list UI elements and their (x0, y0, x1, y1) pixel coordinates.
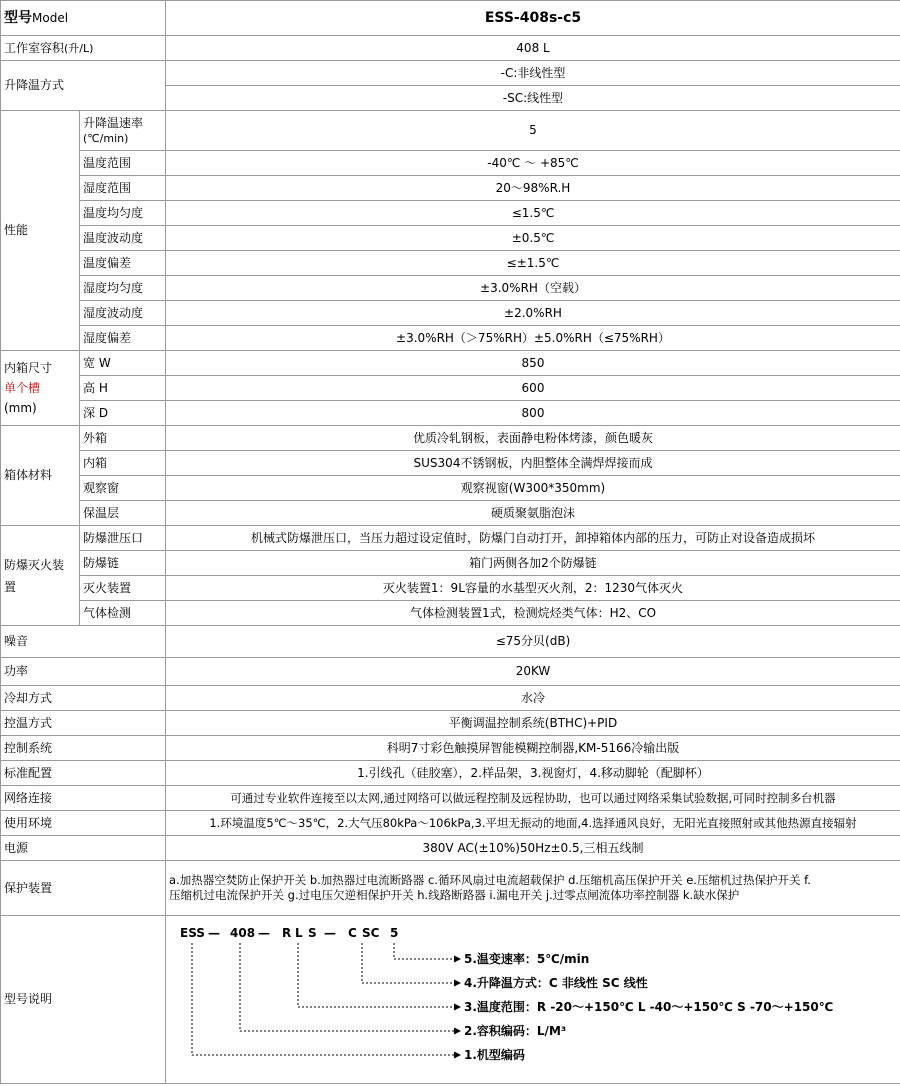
spec-label: 电源 (1, 836, 166, 861)
code-separator: — (324, 926, 336, 940)
inner-item-value: 800 (166, 401, 900, 426)
spec-label: 控温方式 (1, 711, 166, 736)
legend-item-volume-code: 2.容积编码：L/M³ (464, 1024, 567, 1038)
performance-item-label: 温度均匀度 (80, 201, 166, 226)
code-part-r: R (282, 926, 292, 940)
leader-lines (192, 943, 460, 1055)
legend-item-temp-range: 3.温度范围：R -20～+150℃ L -40～+150℃ S -70～+150℃ (464, 1000, 834, 1014)
material-item-label: 观察窗 (80, 476, 166, 501)
spec-value: 20KW (166, 658, 900, 686)
rate-mode-value: -SC:线性型 (166, 86, 900, 111)
model-value: ESS-408s-c5 (166, 1, 900, 36)
spec-value: ≤75分贝(dB) (166, 626, 900, 658)
performance-label: 性能 (1, 111, 80, 351)
code-part-l: L (295, 926, 303, 940)
model-label-en: Model (32, 10, 69, 25)
spec-label: 控制系统 (1, 736, 166, 761)
performance-item-label: 湿度偏差 (80, 326, 166, 351)
performance-item-label: 温度范围 (80, 151, 166, 176)
material-label: 箱体材料 (1, 426, 80, 526)
material-item-value: 硬质聚氨脂泡沫 (166, 501, 900, 526)
performance-item-label: 温度偏差 (80, 251, 166, 276)
rate-mode-label: 升降温方式 (1, 61, 166, 111)
code-part-volume: 408 (230, 926, 256, 940)
performance-item-label: 湿度波动度 (80, 301, 166, 326)
legend-item-rate: 5.温变速率：5℃/min (464, 952, 590, 966)
inner-item-label: 深 D (80, 401, 166, 426)
single-slot-label: 单个槽 (4, 381, 41, 395)
spec-label: 噪音 (1, 626, 166, 658)
performance-item-value: ±3.0%RH（空载） (166, 276, 900, 301)
inner-item-value: 600 (166, 376, 900, 401)
material-item-value: 优质冷轧钢板，表面静电粉体烤漆，颜色暖灰 (166, 426, 900, 451)
performance-item-value: 5 (166, 111, 900, 151)
inner-size-label: 内箱尺寸 单个槽 (mm) (1, 351, 80, 426)
performance-item-label: 湿度均匀度 (80, 276, 166, 301)
material-item-label: 内箱 (80, 451, 166, 476)
performance-item-label: 温度波动度 (80, 226, 166, 251)
model-code (180, 926, 398, 940)
model-code-diagram (166, 916, 900, 1084)
performance-item-value: 20～98%R.H (166, 176, 900, 201)
spec-label: 冷却方式 (1, 686, 166, 711)
performance-item-value: ±2.0%RH (166, 301, 900, 326)
legend-item-type-code: 1.机型编码 (464, 1048, 525, 1062)
explosion-item-value: 机械式防爆泄压口，当压力超过设定值时，防爆门自动打开，卸掉箱体内部的压力，可防止对设备造成损坏 (166, 526, 900, 551)
explosion-label: 防爆灭火装 置 (1, 526, 80, 626)
spec-value: 380V AC(±10%)50Hz±0.5,三相五线制 (166, 836, 900, 861)
explosion-item-label: 气体检测 (80, 601, 166, 626)
model-diagram-cell (166, 916, 900, 1084)
performance-item-value: -40℃ ～ +85℃ (166, 151, 900, 176)
spec-label: 使用环境 (1, 811, 166, 836)
explosion-item-value: 气体检测装置1式，检测烷烃类气体：H2、CO (166, 601, 900, 626)
spec-label: 功率 (1, 658, 166, 686)
code-part-c: C (348, 926, 357, 940)
code-part-ess: ESS (180, 926, 205, 940)
inner-item-label: 高 H (80, 376, 166, 401)
spec-value: 平衡调温控制系统(BTHC)+PID (166, 711, 900, 736)
model-label: 型号 (4, 9, 32, 26)
explosion-item-value: 灭火装置1：9L容量的水基型灭火剂，2：1230气体灭火 (166, 576, 900, 601)
model-desc-label: 型号说明 (1, 916, 166, 1084)
volume-label: 工作室容积(升/L) (1, 36, 166, 61)
code-part-rate: 5 (390, 926, 399, 940)
performance-item-label: 升降温速率 (℃/min) (80, 111, 166, 151)
code-part-s: S (308, 926, 317, 940)
material-item-label: 外箱 (80, 426, 166, 451)
code-separator: — (208, 926, 220, 940)
explosion-item-value: 箱门两侧各加2个防爆链 (166, 551, 900, 576)
explosion-item-label: 防爆链 (80, 551, 166, 576)
inner-item-label: 宽 W (80, 351, 166, 376)
performance-item-value: ≤1.5℃ (166, 201, 900, 226)
material-item-value: SUS304不锈钢板，内胆整体全满焊焊接而成 (166, 451, 900, 476)
spec-label: 标准配置 (1, 761, 166, 786)
inner-item-value: 850 (166, 351, 900, 376)
material-item-label: 保温层 (80, 501, 166, 526)
code-part-sc: SC (362, 926, 380, 940)
legend-item-mode: 4.升降温方式：C 非线性 SC 线性 (464, 976, 648, 990)
spec-label: 网络连接 (1, 786, 166, 811)
spec-value: 科明7寸彩色触摸屏智能模糊控制器,KM-5166冷输出版 (166, 736, 900, 761)
code-legend (464, 951, 833, 1062)
explosion-item-label: 防爆泄压口 (80, 526, 166, 551)
volume-value: 408 L (166, 36, 900, 61)
protection-value: a.加热器空焚防止保护开关 b.加热器过电流断路器 c.循环风扇过电流超载保护 d.压缩机高压保护开关 e.压缩机过热保护开关 f. 压缩机过电流保护开关 g.过电压欠逆相保护开关 h.线路断路器 i.漏电开关 j.过零点闸流体功率控制器 k.缺水保护 (166, 861, 900, 916)
spec-value: 1.环境温度5℃～35℃，2.大气压80kPa～106kPa,3.平坦无振动的地面,4.选择通风良好，无阳光直接照射或其他热源直接辐射 (166, 811, 900, 836)
performance-item-value: ±3.0%RH（＞75%RH）±5.0%RH（≤75%RH） (166, 326, 900, 351)
performance-item-value: ±0.5℃ (166, 226, 900, 251)
protection-label: 保护装置 (1, 861, 166, 916)
material-item-value: 观察视窗(W300*350mm) (166, 476, 900, 501)
performance-item-value: ≤±1.5℃ (166, 251, 900, 276)
spec-value: 可通过专业软件连接至以太网,通过网络可以做远程控制及远程协助，也可以通过网络采集试验数据,可同时控制多台机器 (166, 786, 900, 811)
code-separator: — (258, 926, 270, 940)
rate-mode-value: -C:非线性型 (166, 61, 900, 86)
model-label-cell (1, 1, 166, 36)
performance-item-label: 湿度范围 (80, 176, 166, 201)
explosion-item-label: 灭火装置 (80, 576, 166, 601)
spec-value: 水冷 (166, 686, 900, 711)
spec-value: 1.引线孔（硅胶塞），2.样品架，3.视窗灯，4.移动脚轮（配脚杯） (166, 761, 900, 786)
